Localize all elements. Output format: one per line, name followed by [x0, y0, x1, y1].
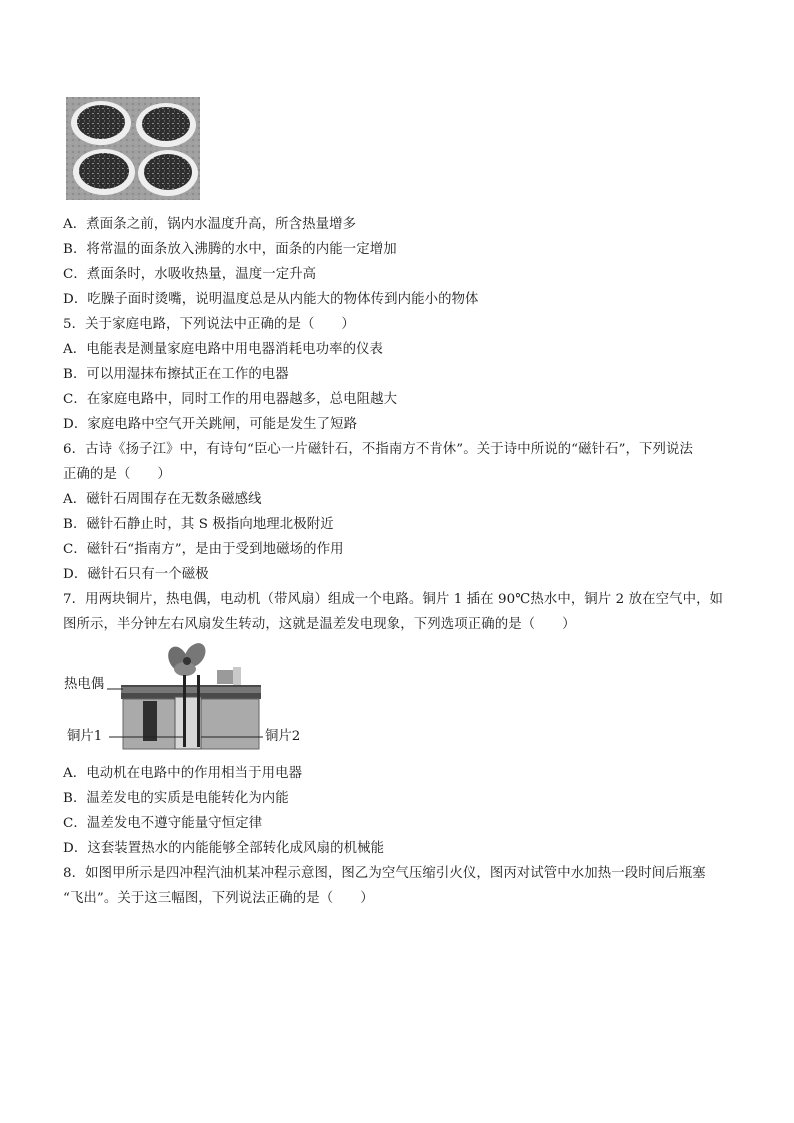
q7-stem-line1: 7．用两块铜片，热电偶，电动机（带风扇）组成一个电路。铜片 1 插在 90℃热水中，铜片 2 放在空气中，如 [63, 592, 724, 607]
q5-option-a: A．电能表是测量家庭电路中用电器消耗电功率的仪表 [63, 342, 384, 357]
q8-stem-line1: 8．如图甲所示是四冲程汽油机某冲程示意图，图乙为空气压缩引火仪，图丙对试管中水加热一段时间后瓶塞 [63, 866, 706, 881]
q5-stem: 5．关于家庭电路，下列说法中正确的是（ ） [63, 317, 355, 332]
q6-stem-line2: 正确的是（ ） [63, 467, 171, 482]
q6-option-c: C．磁针石“指南方”，是由于受到地磁场的作用 [63, 542, 344, 557]
q8-stem-line2: “飞出”。关于这三幅图，下列说法正确的是（ ） [63, 891, 374, 906]
q7-option-b: B．温差发电的实质是电能转化为内能 [63, 791, 289, 806]
copper2-label: 铜片2 [265, 729, 301, 744]
q4-option-d: D．吃臊子面时烫嘴，说明温度总是从内能大的物体传到内能小的物体 [63, 292, 479, 307]
q4-option-b: B．将常温的面条放入沸腾的水中，面条的内能一定增加 [63, 242, 397, 257]
q6-stem-line1: 6．古诗《扬子江》中，有诗句“臣心一片磁针石，不指南方不肯休”。关于诗中所说的“磁针石”，下列说法 [63, 442, 693, 457]
q7-stem-line2: 图所示，半分钟左右风扇发生转动，这就是温差发电现象，下列选项正确的是（ ） [63, 617, 576, 632]
q5-option-d: D．家庭电路中空气开关跳闸，可能是发生了短路 [63, 417, 358, 432]
q5-option-b: B．可以用湿抹布擦拭正在工作的电器 [63, 367, 289, 382]
copper1-label: 铜片1 [67, 729, 103, 744]
noodle-bowls-photo [66, 97, 200, 200]
thermocouple-figure [63, 637, 301, 757]
q7-option-c: C．温差发电不遵守能量守恒定律 [63, 816, 263, 831]
q7-option-a: A．电动机在电路中的作用相当于用电器 [63, 766, 303, 781]
q6-option-b: B．磁针石静止时，其 S 极指向地理北极附近 [63, 517, 334, 532]
q4-option-c: C．煮面条时，水吸收热量，温度一定升高 [63, 267, 317, 282]
q7-option-d: D．这套装置热水的内能能够全部转化成风扇的机械能 [63, 841, 385, 856]
thermocouple-label: 热电偶 [64, 677, 105, 692]
q6-option-d: D．磁针石只有一个磁极 [63, 567, 209, 582]
q4-option-a: A．煮面条之前，锅内水温度升高，所含热量增多 [63, 217, 357, 232]
q5-option-c: C．在家庭电路中，同时工作的用电器越多，总电阻越大 [63, 392, 398, 407]
q6-option-a: A．磁针石周围存在无数条磁感线 [63, 492, 262, 507]
